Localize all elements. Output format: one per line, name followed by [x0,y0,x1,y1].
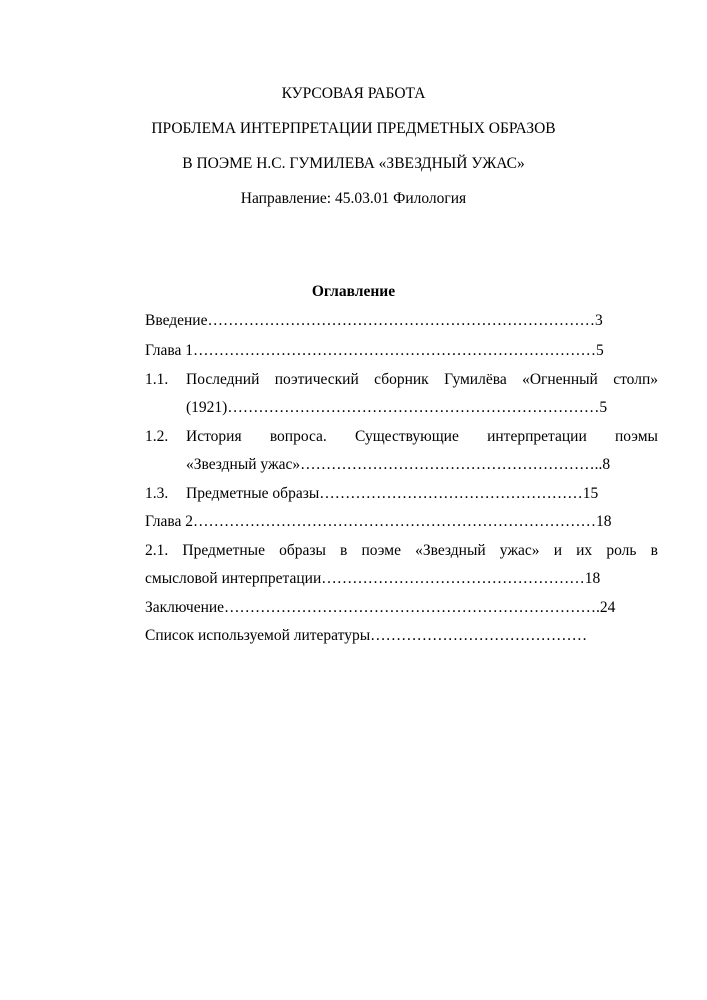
toc-word: «Звездный [415,542,486,559]
toc-entry-1-1-number: 1.1. [145,371,169,388]
toc-word: сборник [374,371,429,388]
toc-word: поэме [361,542,401,559]
toc-word: роль [606,542,637,559]
toc-word: в [340,542,348,559]
toc-entry-chapter-1: Глава 1……………………………………………………………………5 [145,342,604,359]
toc-word: столп» [613,371,658,388]
toc-word: Последний [186,371,260,388]
toc-word: 2.1. [145,542,169,559]
toc-entry-1-2-line-2: «Звездный ужас»…………………………………………………..8 [186,456,611,473]
toc-entry-1-1-line-1 [186,370,658,390]
toc-word: интерпретации [487,428,587,445]
toc-entry-2-1-line-2: смысловой интерпретации……………………………………………18 [145,570,601,587]
toc-word: История [186,428,242,445]
toc-word: в [650,542,658,559]
topic-title-line-2: В ПОЭМЕ Н.С. ГУМИЛЕВА «ЗВЕЗДНЫЙ УЖАС» [182,155,525,172]
toc-entry-2-1-line-1 [145,541,658,561]
toc-entry-references: Список используемой литературы…………………………………… [145,627,588,644]
toc-word: Существующие [355,428,459,445]
toc-entry-1-2-line-1 [186,427,658,447]
toc-word: Предметные [182,542,265,559]
toc-entry-chapter-2: Глава 2……………………………………………………………………18 [145,513,612,530]
toc-word: поэмы [615,428,658,445]
topic-title-line-1: ПРОБЛЕМА ИНТЕРПРЕТАЦИИ ПРЕДМЕТНЫХ ОБРАЗОВ [151,120,556,137]
toc-word: поэтический [274,371,359,388]
toc-word: их [576,542,593,559]
toc-word: Гумилёва [444,371,507,388]
toc-heading: Оглавление [311,283,396,300]
toc-word: «Огненный [522,371,598,388]
toc-entry-1-3: Предметные образы……………………………………………15 [186,485,599,502]
toc-word: вопроса. [269,428,327,445]
toc-entry-1-2-number: 1.2. [145,428,169,445]
work-type-title: КУРСОВАЯ РАБОТА [281,85,426,102]
study-direction: Направление: 45.03.01 Филология [240,190,467,207]
toc-entry-introduction: Введение…………………………………………………………………3 [145,312,603,329]
toc-entry-1-1-line-2: (1921)………………………………………………………………5 [186,399,608,416]
toc-word: образы [279,542,326,559]
toc-entry-conclusion: Заключение……………………………………………………………….24 [145,599,616,616]
toc-entry-1-3-number: 1.3. [145,485,169,502]
toc-word: и [553,542,562,559]
toc-word: ужас» [499,542,540,559]
